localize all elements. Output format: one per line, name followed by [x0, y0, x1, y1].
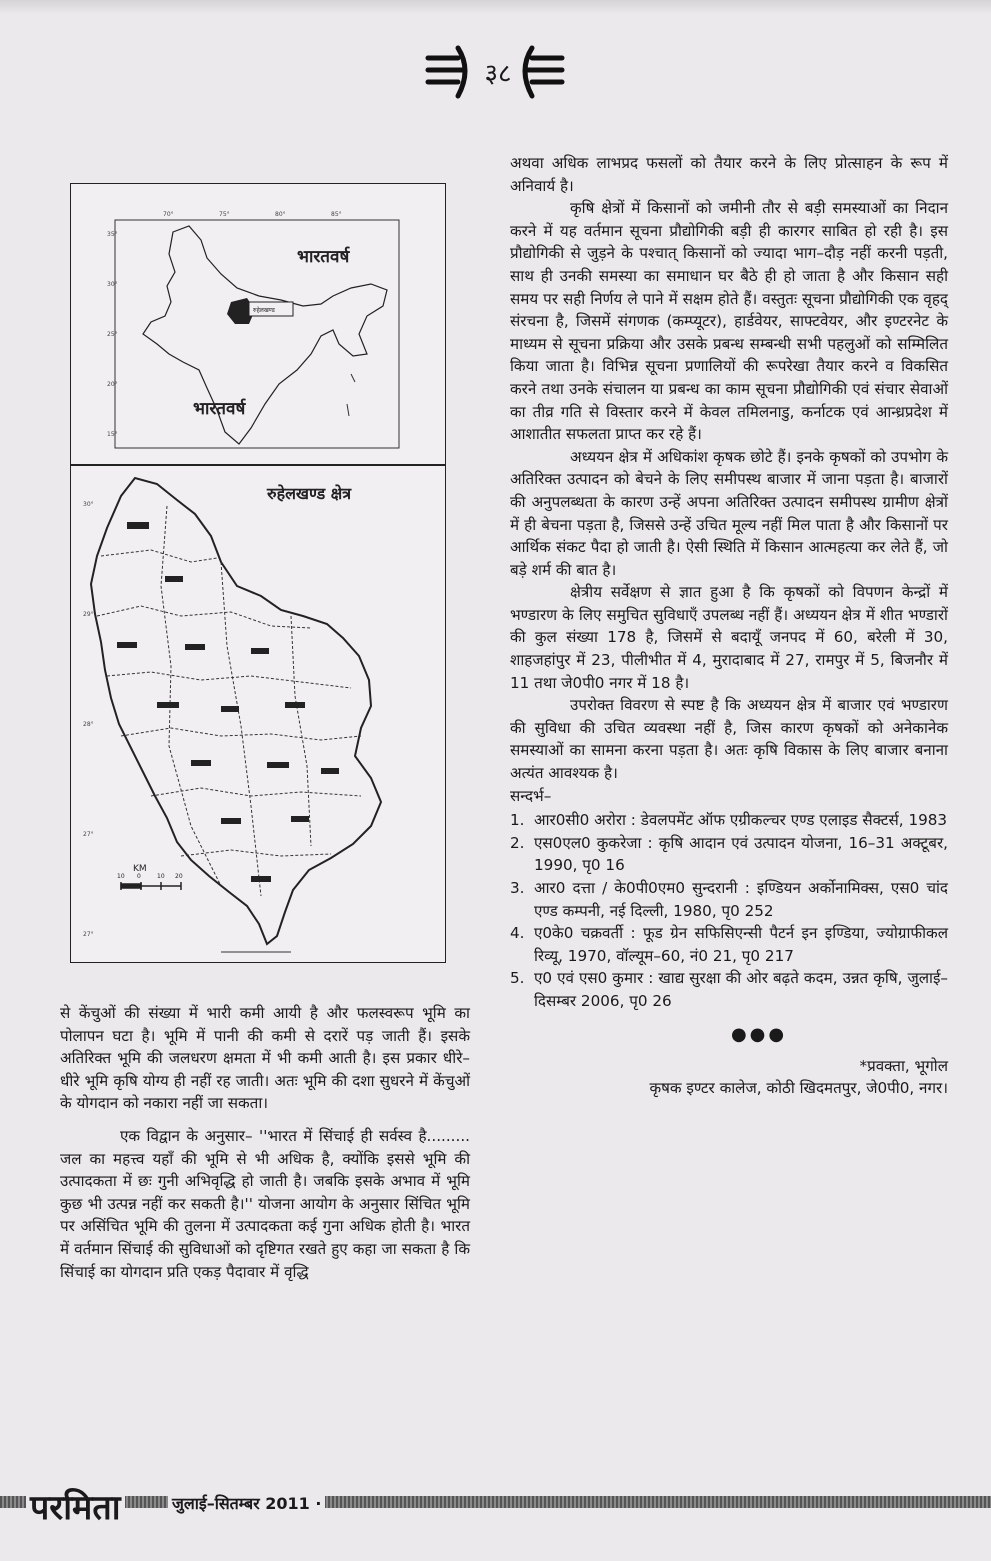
india-outline-map-icon [71, 184, 445, 464]
svg-text:रुहेलखण्ड: रुहेलखण्ड [253, 307, 275, 314]
svg-text:75°: 75° [219, 211, 230, 218]
rohilkhand-map-figure [70, 183, 446, 963]
svg-text:20°: 20° [107, 381, 118, 388]
svg-text:30°: 30° [107, 281, 118, 288]
paragraph: एक विद्वान के अनुसार– ''भारत में सिंचाई ही सर्वस्व है......... जल का महत्त्व यहाँ की भूमि से भी अधिक है, क्योंकि इससे भूमि की उत्पादकता में छः गुनी अभिवृद्धि हो जाती है। जबकि इसके अभाव में भूमि कुछ भी उत्पन्न नहीं कर सकती है।'' योजना आयोग के अनुसार सिंचित भूमि पर असिंचित भूमि की तुलना में उत्पादकता कई गुना अधिक होती है। भारत में वर्तमान सिंचाई की सुविधाओं को दृष्टिगत रखते हुए कहा जा सकता है कि सिंचाई का योगदान प्रति एकड़ पैदावार में वृद्धि [60, 1126, 470, 1281]
paragraph: कृषि क्षेत्रों में किसानों को जमीनी तौर से बड़ी समस्याओं का निदान करने में यह वर्तमान सूचना प्रौद्योगिकी बड़ी ही कारगर साबित हो रही है। इस प्रौद्योगिकी से जुड़ने के पश्चात् किसानों को ज्यादा भाग–दौड़ नहीं करनी पड़ती, साथ ही उनकी समस्या का समाधान घर बैठे ही हो जाता है और किसान सही समय पर सही निर्णय ले पाने में सक्षम होते हैं। वस्तुतः सूचना प्रौद्योगिकी एक वृहद् संरचना है, जिसमें संगणक (कम्प्यूटर), हार्डवेयर, साफ्टवेयर, और इण्टरनेट के माध्यम से सूचना प्रक्रिया और उसके प्रबन्ध सम्बन्धी सभी पहलुओं को सम्मिलित किया जाता है। विभिन्न सूचना प्रणालियों की रूपरेखा तैयार करने व विकसित करने तथा उनके संचालन या प्रबन्ध का काम सूचना प्रौद्योगिकी एवं संचार सेवाओं का तीव्र गति से विस्तार करने में केवल तमिलनाडु, कर्नाटक एवं आन्ध्रप्रदेश में आशातीत सफलता प्राप्त कर रहे हैं। [510, 199, 948, 444]
svg-text:80°: 80° [275, 211, 286, 218]
references-list [510, 809, 948, 1012]
page-number-ornament [420, 44, 570, 104]
footer-rule [0, 1496, 991, 1508]
author-affiliation: कृषक इण्टर कालेज, कोठी खिदमतपुर, जे0पी0, नगर। [649, 1079, 948, 1098]
magazine-title: परमिता [26, 1483, 125, 1529]
svg-text:20: 20 [175, 873, 183, 880]
india-location-map [71, 184, 445, 466]
reference-item: 1. आर0सी0 अरोरा : डेवलपमेंट ऑफ एग्रीकल्चर एण्ड एलाइड सैक्टर्स, 1983 [510, 811, 948, 830]
svg-text:28°: 28° [83, 721, 94, 728]
paragraph: क्षेत्रीय सर्वेक्षण से ज्ञात हुआ है कि कृषकों को विपणन केन्द्रों में भण्डारण के लिए समुचित सुविधाएँ उपलब्ध नहीं हैं। अध्ययन क्षेत्र में शीत भण्डारों की कुल संख्या 178 है, जिसमें से बदायूँ जनपद में 60, बरेली में 30, शाहजहांपुर में 23, पीलीभीत में 4, मुरादाबाद में 27, रामपुर में 5, बिजनौर में 11 तथा जे0पी0 नगर में 18 है। [510, 583, 948, 692]
svg-text:27°: 27° [83, 831, 94, 838]
svg-text:10: 10 [117, 873, 125, 880]
reference-item: 4. ए0के0 चक्रवर्ती : फूड ग्रेन सफिसिएन्सी पैटर्न इन इण्डिया, ज्योग्राफीकल रिव्यू, 1970, वॉल्यूम–60, नं0 21, पृ0 217 [510, 924, 948, 965]
svg-text:27°: 27° [83, 931, 94, 938]
map-label-india-top: भारतवर्ष [297, 247, 350, 267]
reference-item: 2. एस0एल0 कुकरेजा : कृषि आदान एवं उत्पादन योजना, 16–31 अक्टूबर, 1990, पृ0 16 [510, 833, 948, 875]
reference-item: 3. आर0 दत्ता / के0पी0एम0 सुन्दरानी : इण्डियन अर्कोनामिक्स, एस0 चांद एण्ड कम्पनी, नई दिल्ली, 1980, पृ0 252 [510, 879, 948, 920]
section-separator: ●●● [730, 1023, 788, 1045]
map-label-india-bottom: भारतवर्ष [193, 399, 246, 419]
svg-text:29°: 29° [83, 611, 94, 618]
map-title-rohilkhand: रुहेलखण्ड क्षेत्र [267, 484, 352, 503]
paragraph: अथवा अधिक लाभप्रद फसलों को तैयार करने के लिए प्रोत्साहन के रूप में अनिवार्य है। [510, 154, 948, 195]
page-number: ३८ [484, 59, 512, 89]
reference-item: 5. ए0 एवं एस0 कुमार : खाद्य सुरक्षा की ओर बढ़ते कदम, उन्नत कृषि, जुलाई–दिसम्बर 2006, पृ0 26 [510, 969, 948, 1010]
svg-text:35°: 35° [107, 231, 118, 238]
left-text-column [60, 1002, 470, 1283]
svg-text:10: 10 [157, 873, 165, 880]
right-text-column [510, 152, 948, 1100]
svg-text:70°: 70° [163, 211, 174, 218]
rohilkhand-region-map [71, 466, 445, 962]
map-scale-label: KM [133, 864, 147, 874]
paragraph: उपरोक्त विवरण से स्पष्ट है कि अध्ययन क्षेत्र में बाजार एवं भण्डारण की सुविधा की उचित व्यवस्था नहीं है, जिस कारण कृषकों को अनेकानेक समस्याओं का सामना करना पड़ता है। अतः कृषि विकास के लिए बाजार बनाना अत्यंत आवश्यक है। [510, 696, 948, 783]
svg-text:0: 0 [137, 873, 141, 880]
svg-text:30°: 30° [83, 501, 94, 508]
svg-text:25°: 25° [107, 331, 118, 338]
page-top-edge [0, 0, 991, 14]
footer [0, 1476, 991, 1561]
svg-text:15°: 15° [107, 431, 118, 438]
rohilkhand-district-map-icon [71, 466, 445, 962]
references-heading: सन्दर्भ– [510, 786, 552, 805]
issue-date: जुलाई–सितम्बर 2011 · [168, 1492, 325, 1514]
author-designation: *प्रवक्ता, भूगोल [859, 1056, 948, 1075]
paragraph: से केंचुओं की संख्या में भारी कमी आयी है और फलस्वरूप भूमि का पोलापन घटा है। भूमि में पानी की कमी से दरारें पड़ जाती हैं। इसके अतिरिक्त भूमि की जलधरण क्षमता में भी कमी आती है। इस प्रकार धीरे–धीरे भूमि कृषि योग्य ही नहीं रह जाती। अतः भूमि की दशा सुधरने में केंचुओं के योगदान को नकारा नहीं जा सकता। [60, 1004, 470, 1113]
svg-text:85°: 85° [331, 211, 342, 218]
paragraph: अध्ययन क्षेत्र में अधिकांश कृषक छोटे हैं। इनके कृषकों को उपभोग के अतिरिक्त उत्पादन को बेचने के लिए समीपस्थ बाजार में जाना पड़ता है। बाजारों की अनुपलब्धता के कारण उन्हें अपना अतिरिक्त उत्पादन समीपस्थ ग्रामीण क्षेत्रों में ही बेचना पड़ता है, जिससे उन्हें उचित मूल्य नहीं मिल पाता है और किसानों पर आर्थिक संकट पैदा हो जाती है। ऐसी स्थिति में किसान आत्महत्या कर लेते हैं, जो बड़े शर्म की बात है। [510, 447, 948, 579]
